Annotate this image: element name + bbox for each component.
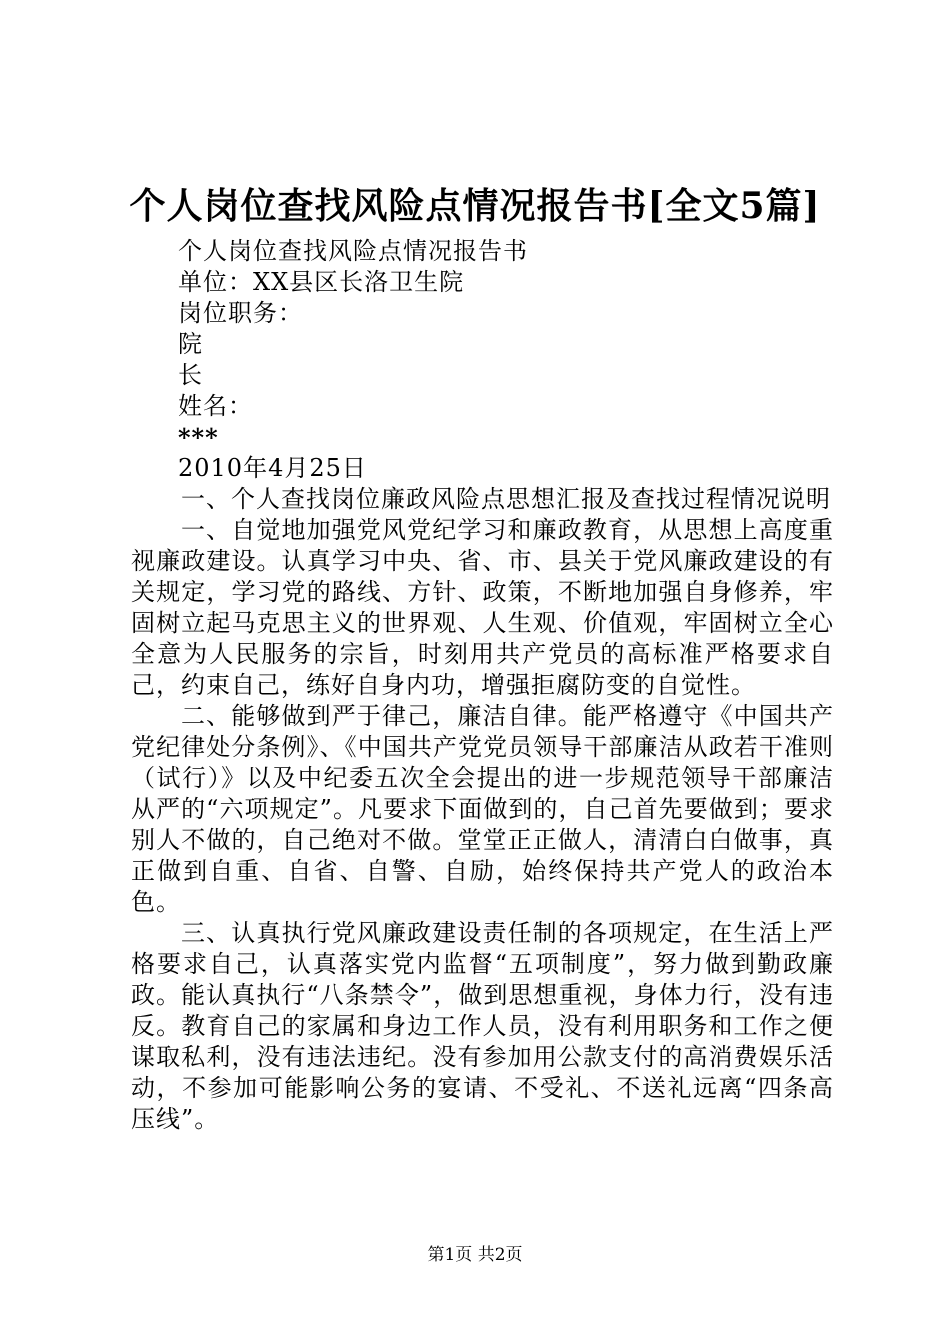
document-title: 个人岗位查找风险点情况报告书[全文5篇]: [129, 185, 821, 227]
paragraph-2: 二、能够做到严于律己，廉洁自律。能严格遵守《中国共产党纪律处分条例》、《中国共产党党员领导干部廉洁从政若干准则（试行）》以及中纪委五次全会提出的进一步规范领导干部廉洁从严的“六项规定”。凡要求下面做到的，自己首先要做到；要求别人不做的，自己绝对不做。堂堂正正做人，清清白白做事，真正做到自重、自省、自警、自励，始终保持共产党人的政治本色。: [131, 702, 834, 916]
section-heading: 一、个人查找岗位廉政风险点思想汇报及查找过程情况说明: [181, 485, 831, 513]
date-line: 2010年4月25日: [178, 454, 367, 482]
name-label: 姓名：: [178, 392, 253, 420]
position-value-char-2: 长: [178, 361, 203, 389]
paragraph-1: 一、自觉地加强党风党纪学习和廉政教育，从思想上高度重视廉政建设。认真学习中央、省、市、县关于党风廉政建设的有关规定，学习党的路线、方针、政策，不断地加强自身修养，牢固树立起马克思主义的世界观、人生观、价值观，牢固树立全心全意为人民服务的宗旨，时刻用共产党员的高标准严格要求自己，约束自己，练好自身内功，增强拒腐防变的自觉性。: [131, 516, 834, 699]
paragraph-3: 三、认真执行党风廉政建设责任制的各项规定，在生活上严格要求自己，认真落实党内监督“五项制度”，努力做到勤政廉政。能认真执行“八条禁令”，做到思想重视，身体力行，没有违反。教育自己的家属和身边工作人员，没有利用职务和工作之便谋取私利，没有违法违纪。没有参加用公款支付的高消费娱乐活动，不参加可能影响公务的宴请、不受礼、不送礼远离“四条高压线”。: [131, 919, 834, 1133]
position-value-char-1: 院: [178, 330, 203, 358]
unit-line: 单位：XX县区长洛卫生院: [178, 268, 465, 296]
position-label: 岗位职务：: [178, 299, 303, 327]
subtitle-line: 个人岗位查找风险点情况报告书: [178, 237, 528, 265]
document-body: [131, 236, 834, 1135]
name-value: ***: [178, 423, 219, 452]
page-footer: 第1页 共2页: [427, 1245, 523, 1265]
